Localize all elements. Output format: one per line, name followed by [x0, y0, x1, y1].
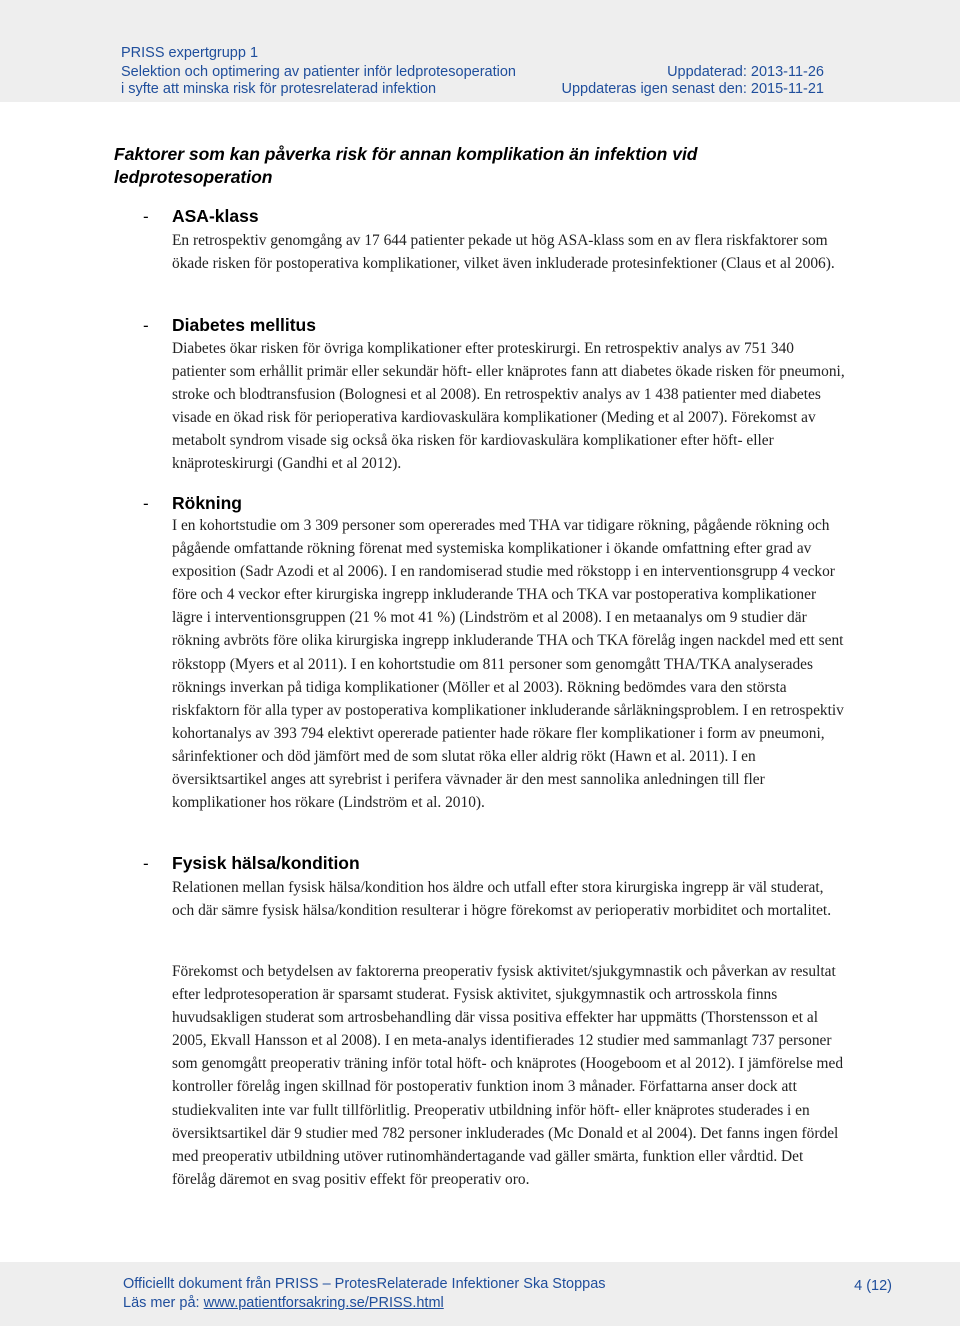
section-paragraph: I en kohortstudie om 3 309 personer som opererades med THA var tidigare rökning, pågående rökning och pågående omfattande rökning förenat med systemiska komplikationer i ökande omfattning efter grad av exposition (Sadr Azodi et al 2006). I en randomiserad studie med rökstopp i en interventionsgrupp 4 veckor före och 4 veckor efter kirurgiska ingrepp inkluderande THA och TKA var postoperativa komplikationer lägre i interventionsgruppen (21 % mot 41 %) (Lindström et al 2008). I en metaanalys om 9 studier där rökning avbröts före olika kirurgiska ingrepp inkluderande THA och TKA förelåg ingen nackdel med ett sent rökstopp (Myers et al 2011). I en kohortstudie om 811 personer som genomgått THA/TKA analyserades röknings inverkan på tidiga komplikationer (Möller et al 2003). Rökning bedömdes vara den största riskfaktorn för alla typer av postoperativa komplikationer inkluderande sårläkningsproblem. I en retrospektiv kohortanalys av 393 794 elektivt opererade patienter hade rökare fler komplikationer i form av pneumoni, sårinfektioner och död jämfört med de som slutat röka eller aldrig rökt (Hawn et al. 2011). I en översiktsartikel anges att syrebrist i perifera vävnader är den mest sannolika anledningen till fler komplikationer hos rökare (Lindström et al. 2010).	[172, 517, 844, 812]
section-title: Rökning	[172, 493, 242, 513]
header-group-name: PRISS expertgrupp 1	[121, 45, 259, 61]
section-paragraph: Diabetes ökar risken för övriga komplikationer efter proteskirurgi. En retrospektiv analys av 751 340 patienter som erhållit primär eller sekundär höft- eller knäprotes fann att diabetes ökade risken för pneumoni, stroke och blodtransfusion (Bolognesi et al 2008). En retrospektiv analys av 1 438 patienter med diabetes visade en ökad risk för perioperativa kardiovaskulära komplikationer (Meding et al 2007). Förekomst av metabolt syndrom visade sig också öka risken för kardiovaskulära komplikationer efter höft- eller knäproteskirurgi (Gandhi et al 2012).	[172, 340, 845, 473]
list-dash: -	[143, 316, 149, 335]
list-dash: -	[143, 494, 149, 513]
page-header	[0, 0, 960, 102]
footer-priss-link[interactable]: www.patientforsakring.se/PRISS.html	[203, 1295, 444, 1311]
list-dash: -	[143, 854, 149, 873]
section-title: ASA-klass	[172, 206, 259, 226]
header-updated-date: Uppdaterad: 2013-11-26	[667, 64, 824, 80]
section-paragraph: En retrospektiv genomgång av 17 644 patienter pekade ut hög ASA-klass som en av flera riskfaktorer som ökade risken för postoperativa komplikationer, vilket även inkluderade protesinfektioner (Claus et al 2006).	[172, 232, 835, 273]
section-paragraph: Relationen mellan fysisk hälsa/kondition hos äldre och utfall efter stora kirurgiska ingrepp är väl studerat, och där sämre fysisk hälsa/kondition resulterar i högre förekomst av perioperativ morbiditet och mortalitet.	[172, 879, 832, 920]
page-number: 4 (12)	[854, 1278, 892, 1294]
footer-official-document: Officiellt dokument från PRISS – ProtesRelaterade Infektioner Ska Stoppas	[123, 1276, 606, 1292]
header-document-subtitle: i syfte att minska risk för protesrelaterad infektion	[121, 81, 437, 97]
section-title: Diabetes mellitus	[172, 315, 316, 335]
footer-read-more-label: Läs mer på:	[123, 1295, 204, 1311]
page-title: Faktorer som kan påverka risk för annan komplikation än infektion vid ledprotesoperation	[114, 144, 698, 187]
header-next-update-date: Uppdateras igen senast den: 2015-11-21	[561, 81, 824, 97]
section-title: Fysisk hälsa/kondition	[172, 853, 360, 873]
footer-read-more	[123, 1295, 444, 1311]
section-paragraph: Förekomst och betydelsen av faktorerna preoperativ fysisk aktivitet/sjukgymnastik och påverkan av resultat efter ledprotesoperation är sparsamt studerat. Fysisk aktivitet, sjukgymnastik och artrosskola finns huvudsakligen studerat som artrosbehandling där vissa positiva effekter har uppmätts (Thorstensson et al 2005, Ekvall Hansson et al 2008). I en meta-analys identifierades 12 studier med sammanlagt 737 personer som genomgått preoperativ träning inför total höft- och knäprotes (Hoogeboom et al 2012). I jämförelse med kontroller förelåg ingen skillnad för postoperativ funktion inom 3 månader. Författarna anser dock att studiekvaliten inte var fullt tillförlitlig. Preoperativ utbildning inför höft- eller knäprotes studerades i en översiktsartikel där 9 studier med 782 personer inkluderades (Mc Donald et al 2004). Det fanns ingen fördel med preoperativ utbildning utöver rutinomhändertagande vad gäller smärta, funktion eller vårdtid. Det förelåg däremot en svag positiv effekt för preoperativ oro.	[172, 963, 844, 1188]
page-footer	[0, 1262, 960, 1326]
list-dash: -	[143, 207, 149, 226]
header-document-title: Selektion och optimering av patienter inför ledprotesoperation	[121, 64, 516, 80]
